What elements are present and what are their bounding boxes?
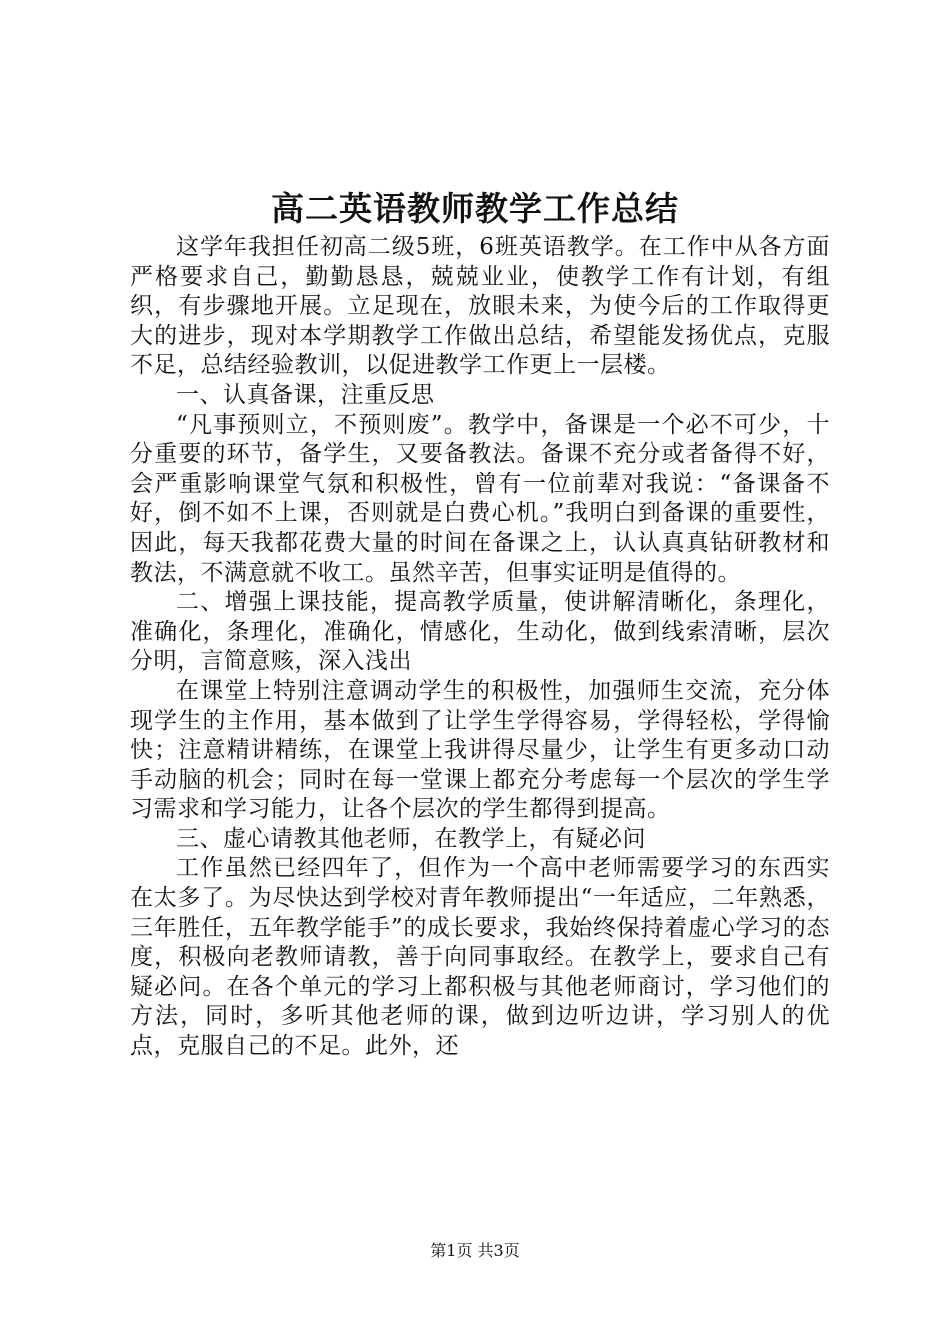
page-footer: 第1页 共3页 [430,1241,520,1260]
document-title: 高二英语教师教学工作总结 [271,189,679,228]
section-heading-3: 三、虚心请教其他老师，在教学上，有疑必问 [176,825,646,852]
section-heading-1: 一、认真备课，注重反思 [176,381,435,408]
paragraph-classroom: 在课堂上特别注意调动学生的积极性，加强师生交流，充分体现学生的主作用，基本做到了让学生学得容易，学得轻松，学得愉快；注意精讲精练，在课堂上我讲得尽量少，让学生有更多动口动手动脑的机会；同时在每一堂课上都充分考虑每一个层次的学生学习需求和学习能力，让各个层次的学生都得到提高。 [130,677,830,823]
paragraph-lesson-prep: “凡事预则立，不预则废”。教学中，备课是一个必不可少，十分重要的环节，备学生，又要备教法。备课不充分或者备得不好，会严重影响课堂气氛和积极性，曾有一位前辈对我说：“备课备不好，倒不如不上课，否则就是白费心机。”我明白到备课的重要性，因此，每天我都花费大量的时间在备课之上，认认真真钻研教材和教法，不满意就不收工。虽然辛苦，但事实证明是值得的。 [130,411,830,586]
paragraph-intro: 这学年我担任初高二级5班，6班英语教学。在工作中从各方面严格要求自己，勤勤恳恳，兢兢业业，使教学工作有计划，有组织，有步骤地开展。立足现在，放眼未来，为使今后的工作取得更大的进步，现对本学期教学工作做出总结，希望能发扬优点，克服不足，总结经验教训，以促进教学工作更上一层楼。 [130,234,830,379]
document-body [130,233,830,1062]
section-heading-2: 二、增强上课技能，提高教学质量，使讲解清晰化，条理化，准确化，条理化，准确化，情感化，生动化，做到线索清晰，层次分明，言简意赅，深入浅出 [130,589,830,675]
paragraph-learning: 工作虽然已经四年了，但作为一个高中老师需要学习的东西实在太多了。为尽快达到学校对青年教师提出“一年适应，二年熟悉，三年胜任，五年教学能手”的成长要求，我始终保持着虚心学习的态度，积极向老教师请教，善于向同事取经。在教学上，要求自己有疑必问。在各个单元的学习上都积极与其他老师商讨，学习他们的方法，同时，多听其他老师的课，做到边听边讲，学习别人的优点，克服自己的不足。此外，还 [130,855,830,1060]
